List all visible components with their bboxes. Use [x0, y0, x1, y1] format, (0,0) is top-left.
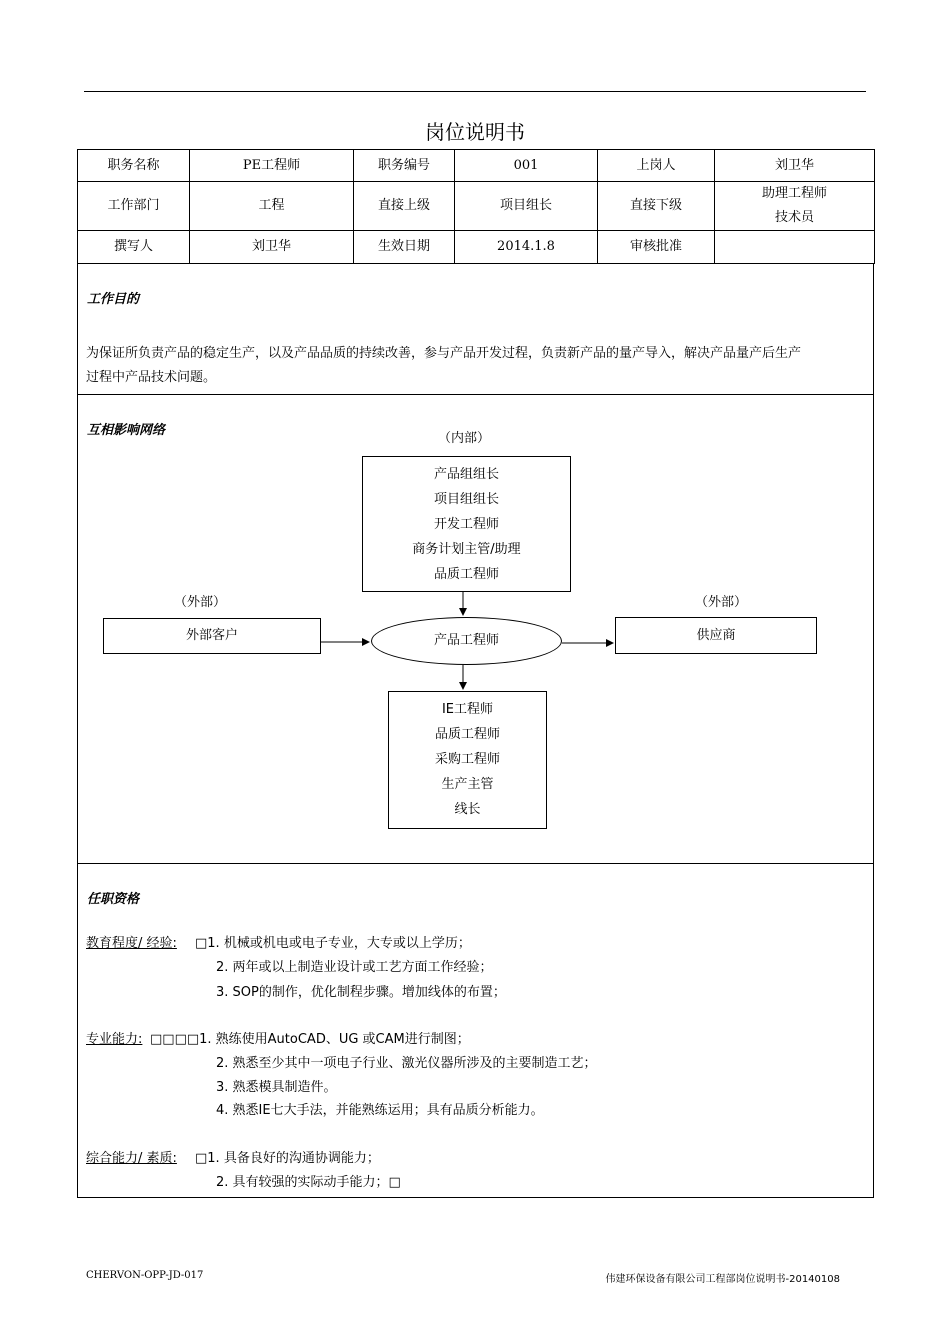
list-item: □1. 机械或机电或电子专业，大专或以上学历；: [195, 936, 471, 951]
table-cell: 2014.1.8: [455, 231, 598, 264]
table-cell: 撰写人: [78, 231, 190, 264]
table-cell: 上岗人: [598, 150, 715, 182]
table-cell: 审核批准: [598, 231, 715, 264]
subordinate-line-2: 技术员: [774, 210, 814, 225]
list-item: 3. SOP的制作，优化制程步骤。增加线体的布置；: [216, 985, 506, 1000]
table-cell: 项目组长: [455, 182, 598, 231]
network-heading: 互相影响网络: [87, 423, 166, 438]
list-item: 线长: [454, 802, 481, 817]
supplier-box: 供应商: [615, 617, 817, 654]
table-cell: 职务名称: [78, 150, 190, 182]
list-item: 开发工程师: [433, 517, 499, 532]
list-item: IE工程师: [441, 702, 494, 717]
product-engineer-ellipse: 产品工程师: [371, 617, 562, 665]
professional-label: 专业能力:: [86, 1032, 143, 1047]
table-cell: 职务编号: [354, 150, 455, 182]
list-item: 品质工程师: [434, 727, 500, 742]
table-cell: 直接上级: [354, 182, 455, 231]
list-item: □1. 具备良好的沟通协调能力；: [195, 1151, 380, 1166]
list-item: 2. 具有较强的实际动手能力；□: [216, 1175, 401, 1190]
subordinate-line-1: 助理工程师: [761, 186, 827, 201]
comprehensive-label: 综合能力/ 素质:: [86, 1151, 177, 1166]
list-item: 2. 熟悉至少其中一项电子行业、激光仪器所涉及的主要制造工艺；: [216, 1056, 597, 1071]
work-purpose-line-1: 为保证所负责产品的稳定生产，以及产品品质的持续改善，参与产品开发过程，负责新产品的量产导入，解决产品量产后生产: [86, 346, 802, 361]
list-item: 采购工程师: [434, 752, 500, 767]
education-label: 教育程度/ 经验:: [86, 936, 177, 951]
footer-doc-title: 伟建环保设备有限公司工程部岗位说明书-20140108: [605, 1274, 840, 1285]
footer-doc-code: CHERVON-OPP-JD-017: [86, 1270, 204, 1281]
list-item: 4. 熟悉IE七大手法，并能熟练运用；具有品质分析能力。: [216, 1103, 544, 1118]
qualifications-heading: 任职资格: [87, 892, 140, 907]
external-right-label: （外部）: [695, 595, 748, 610]
internal-label: （内部）: [438, 431, 491, 446]
external-customer-box: 外部客户: [103, 618, 321, 654]
list-item: 2. 两年或以上制造业设计或工艺方面工作经验；: [216, 960, 493, 975]
list-item: 3. 熟悉模具制造件。: [216, 1080, 337, 1095]
external-left-label: （外部）: [174, 595, 227, 610]
table-cell: 直接下级: [598, 182, 715, 231]
table-cell: 工作部门: [78, 182, 190, 231]
table-cell: 刘卫华: [715, 150, 875, 182]
work-purpose-heading: 工作目的: [87, 292, 140, 307]
list-item: □□□□1. 熟练使用AutoCAD、UG 或CAM进行制图；: [150, 1032, 470, 1047]
list-item: 生产主管: [441, 777, 494, 792]
table-cell: 工程: [190, 182, 354, 231]
list-item: 项目组组长: [433, 492, 499, 507]
table-cell: 刘卫华: [190, 231, 354, 264]
table-cell: 001: [455, 150, 598, 182]
list-item: 产品组组长: [433, 467, 499, 482]
table-cell: PE工程师: [190, 150, 354, 182]
table-cell: 生效日期: [354, 231, 455, 264]
list-item: 品质工程师: [433, 567, 499, 582]
work-purpose-line-2: 过程中产品技术问题。: [86, 370, 217, 385]
page-title: 岗位说明书: [425, 120, 525, 144]
list-item: 商务计划主管/助理: [412, 542, 521, 557]
